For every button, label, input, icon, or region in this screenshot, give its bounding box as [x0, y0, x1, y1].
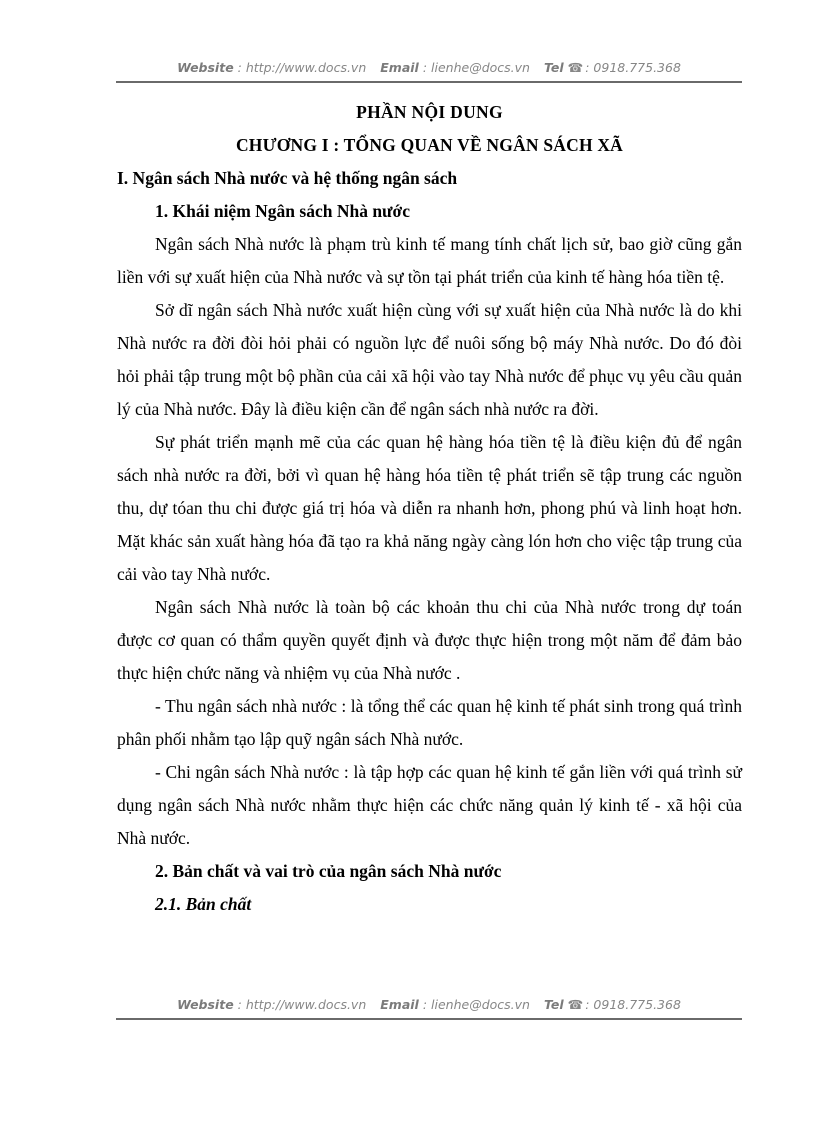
paragraph: Ngân sách Nhà nước là phạm trù kinh tế mang tính chất lịch sử, bao giờ cũng gắn liền với sự xuất hiện của Nhà nước và sự tồn tại phát triển của kinh tế hàng hóa tiền tệ. — [117, 234, 742, 287]
footer-tel-label: Tel — [543, 997, 564, 1012]
subsection-2-heading: 2. Bản chất và vai trò của ngân sách Nhà nước — [155, 861, 502, 881]
subsection-2-1-heading: 2.1. Bản chất — [155, 894, 252, 914]
document-body — [117, 96, 742, 921]
footer-tel-value: : 0918.775.368 — [585, 997, 681, 1012]
paragraph: - Chi ngân sách Nhà nước : là tập hợp các quan hệ kinh tế gắn liền với quá trình sử dụng ngân sách Nhà nước nhằm thực hiện các chức năng quản lý kinh tế - xã hội của Nhà nước. — [117, 762, 742, 848]
section-heading: I. Ngân sách Nhà nước và hệ thống ngân sách — [117, 168, 458, 188]
footer-email-label: Email — [380, 997, 419, 1012]
paragraph: Sở dĩ ngân sách Nhà nước xuất hiện cùng với sự xuất hiện của Nhà nước là do khi Nhà nước ra đời đòi hỏi phải có nguồn lực để nuôi sống bộ máy Nhà nước. Do đó đòi hỏi phải tập trung một bộ phần của cải xã hội vào tay Nhà nước để phục vụ yêu cầu quản lý của Nhà nước. Đây là điều kiện cần để ngân sách nhà nước ra đời. — [117, 300, 742, 419]
footer-email-value: : lienhe@docs.vn — [422, 997, 530, 1012]
chapter-title: CHƯƠNG I : TỔNG QUAN VỀ NGÂN SÁCH XÃ — [235, 135, 624, 155]
header-email-value: : lienhe@docs.vn — [422, 60, 530, 75]
part-title: PHẦN NỘI DUNG — [356, 102, 503, 122]
page-header — [116, 60, 742, 83]
header-tel-label: Tel — [543, 60, 564, 75]
paragraph: Ngân sách Nhà nước là toàn bộ các khoản thu chi của Nhà nước trong dự toán được cơ quan có thẩm quyền quyết định và được thực hiện trong một năm để đảm bảo thực hiện chức năng và nhiệm vụ của Nhà nước . — [117, 597, 742, 683]
header-website-value: : http://www.docs.vn — [237, 60, 367, 75]
header-tel-value: : 0918.775.368 — [585, 60, 681, 75]
footer-website-label: Website — [177, 997, 234, 1012]
paragraph: Sự phát triển mạnh mẽ của các quan hệ hàng hóa tiền tệ là điều kiện đủ để ngân sách nhà nước ra đời, bởi vì quan hệ hàng hóa tiền tệ phát triển sẽ tập trung các nguồn thu, dự tóan thu chi được giá trị hóa và diễn ra nhanh hơn, phong phú và linh hoạt hơn. Mặt khác sản xuất hàng hóa đã tạo ra khả năng ngày càng lón hơn cho việc tập trung của cải vào tay Nhà nước. — [117, 432, 742, 584]
telephone-icon: ☎ — [567, 60, 584, 75]
paragraph: - Thu ngân sách nhà nước : là tổng thể các quan hệ kinh tế phát sinh trong quá trình phân phối nhằm tạo lập quỹ ngân sách Nhà nước. — [117, 696, 742, 749]
page-footer — [116, 997, 742, 1020]
subsection-1-heading: 1. Khái niệm Ngân sách Nhà nước — [155, 201, 411, 221]
header-email-label: Email — [380, 60, 419, 75]
telephone-icon: ☎ — [567, 997, 584, 1012]
footer-website-value: : http://www.docs.vn — [237, 997, 367, 1012]
header-website-label: Website — [177, 60, 234, 75]
